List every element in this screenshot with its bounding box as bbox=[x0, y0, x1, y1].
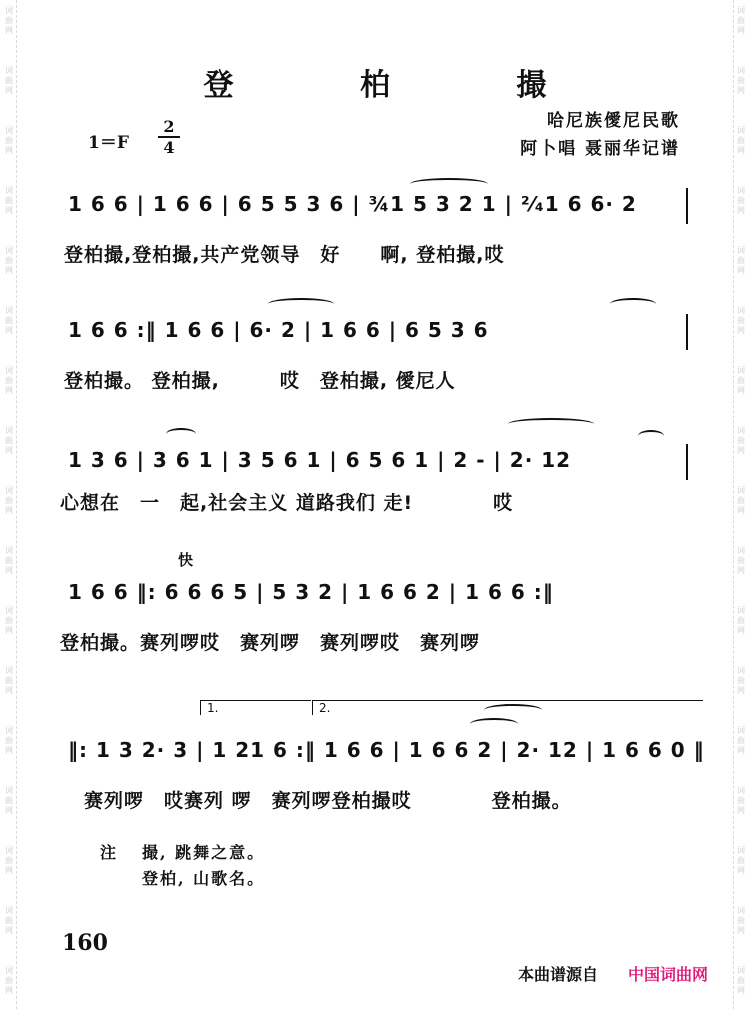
second-ending-label: 2. bbox=[319, 701, 331, 715]
watermark-text: 词 曲 网 bbox=[737, 726, 745, 755]
watermark-text: 词 曲 网 bbox=[737, 666, 745, 695]
lyrics-line-2: 登柏撮。 登柏撮, 哎 登柏撮, 僾尼人 bbox=[64, 370, 456, 392]
slur bbox=[638, 430, 664, 442]
notation-line-1: 1 6 6 | 1 6 6 | 6 5 5 3 6 | ¾1 5 3 2 1 | ²⁄₄1 6 6· 2 bbox=[68, 192, 637, 216]
watermark-text: 词 曲 网 bbox=[5, 546, 13, 575]
notation-line-5: ‖: 1 3 2· 3 | 1 21 6 :‖ 1 6 6 | 1 6 6 2 | 2· 12 | 1 6 6 0 ‖ bbox=[68, 738, 705, 762]
watermark-text: 词 曲 网 bbox=[737, 966, 745, 995]
slur bbox=[470, 718, 518, 730]
credit-line-2: 阿卜唱 聂丽华记谱 bbox=[520, 139, 680, 159]
time-signature bbox=[158, 118, 180, 156]
first-ending-label: 1. bbox=[207, 701, 219, 715]
page-number: 160 bbox=[62, 930, 108, 956]
time-signature-top: 2 bbox=[163, 117, 175, 136]
time-signature-bottom: 4 bbox=[163, 138, 175, 157]
watermark-text: 词 曲 网 bbox=[5, 666, 13, 695]
watermark-text: 词 曲 网 bbox=[737, 246, 745, 275]
watermark-text: 词 曲 网 bbox=[5, 66, 13, 95]
lyrics-line-5: 赛列啰 哎赛列 啰 赛列啰登柏撮哎 登柏撮。 bbox=[84, 790, 572, 812]
song-title: 登 柏 撮 bbox=[203, 68, 605, 103]
watermark-text: 词 曲 网 bbox=[737, 66, 745, 95]
notation-line-3: 1 3 6 | 3 6 1 | 3 5 6 1 | 6 5 6 1 | 2 - | 2· 12 bbox=[68, 448, 572, 472]
watermark-text: 词 曲 网 bbox=[737, 6, 745, 35]
tempo-mark: 快 bbox=[178, 551, 194, 569]
slur bbox=[484, 704, 542, 716]
watermark-text: 词 曲 网 bbox=[5, 426, 13, 455]
slur bbox=[508, 418, 594, 430]
lyrics-line-1: 登柏撮,登柏撮,共产党领导 好 啊, 登柏撮,哎 bbox=[64, 244, 505, 266]
notation-line-2: 1 6 6 :‖ 1 6 6 | 6· 2 | 1 6 6 | 6 5 3 6 bbox=[68, 318, 489, 342]
slur bbox=[166, 428, 196, 440]
watermark-text: 词 曲 网 bbox=[737, 606, 745, 635]
watermark-text: 词 曲 网 bbox=[5, 906, 13, 935]
watermark-text: 词 曲 网 bbox=[737, 486, 745, 515]
watermark-text: 词 曲 网 bbox=[5, 246, 13, 275]
footnote-line-2: 登柏, 山歌名。 bbox=[142, 869, 266, 888]
watermark-text: 词 曲 网 bbox=[737, 306, 745, 335]
watermark-text: 词 曲 网 bbox=[5, 846, 13, 875]
watermark-text: 词 曲 网 bbox=[737, 786, 745, 815]
lyrics-line-3: 心想在 一 起,社会主义 道路我们 走! 哎 bbox=[60, 492, 514, 514]
watermark-text: 词 曲 网 bbox=[5, 6, 13, 35]
watermark-text: 词 曲 网 bbox=[737, 126, 745, 155]
source-label: 本曲谱源自 bbox=[518, 965, 599, 984]
notation-line-4: 1 6 6 ‖: 6 6 6 5 | 5 3 2 | 1 6 6 2 | 1 6 6 :‖ bbox=[68, 580, 554, 604]
watermark-text: 词 曲 网 bbox=[5, 726, 13, 755]
watermark-text: 词 曲 网 bbox=[5, 606, 13, 635]
watermark-text: 词 曲 网 bbox=[737, 906, 745, 935]
slur bbox=[268, 298, 334, 310]
watermark-text: 词 曲 网 bbox=[5, 306, 13, 335]
key-signature: 1＝F bbox=[88, 133, 129, 153]
first-ending-bracket bbox=[200, 700, 311, 715]
source-site-link[interactable]: 中国词曲网 bbox=[628, 965, 709, 984]
footnote-line-1: 撮, 跳舞之意。 bbox=[142, 843, 266, 862]
watermark-text: 词 曲 网 bbox=[5, 366, 13, 395]
watermark-text: 词 曲 网 bbox=[737, 846, 745, 875]
watermark-text: 词 曲 网 bbox=[5, 486, 13, 515]
watermark-text: 词 曲 网 bbox=[737, 366, 745, 395]
slur bbox=[410, 178, 488, 190]
barline bbox=[686, 188, 688, 224]
watermark-text: 词 曲 网 bbox=[737, 546, 745, 575]
watermark-text: 词 曲 网 bbox=[5, 186, 13, 215]
watermark-text: 词 曲 网 bbox=[5, 786, 13, 815]
barline bbox=[686, 444, 688, 480]
watermark-text: 词 曲 网 bbox=[5, 126, 13, 155]
slur bbox=[610, 298, 656, 310]
watermark-text: 词 曲 网 bbox=[5, 966, 13, 995]
barline bbox=[686, 314, 688, 350]
credit-line-1: 哈尼族僾尼民歌 bbox=[547, 111, 680, 131]
watermark-text: 词 曲 网 bbox=[737, 426, 745, 455]
footnote-label: 注 bbox=[100, 843, 119, 862]
lyrics-line-4: 登柏撮。赛列啰哎 赛列啰 赛列啰哎 赛列啰 bbox=[60, 632, 481, 654]
watermark-text: 词 曲 网 bbox=[737, 186, 745, 215]
